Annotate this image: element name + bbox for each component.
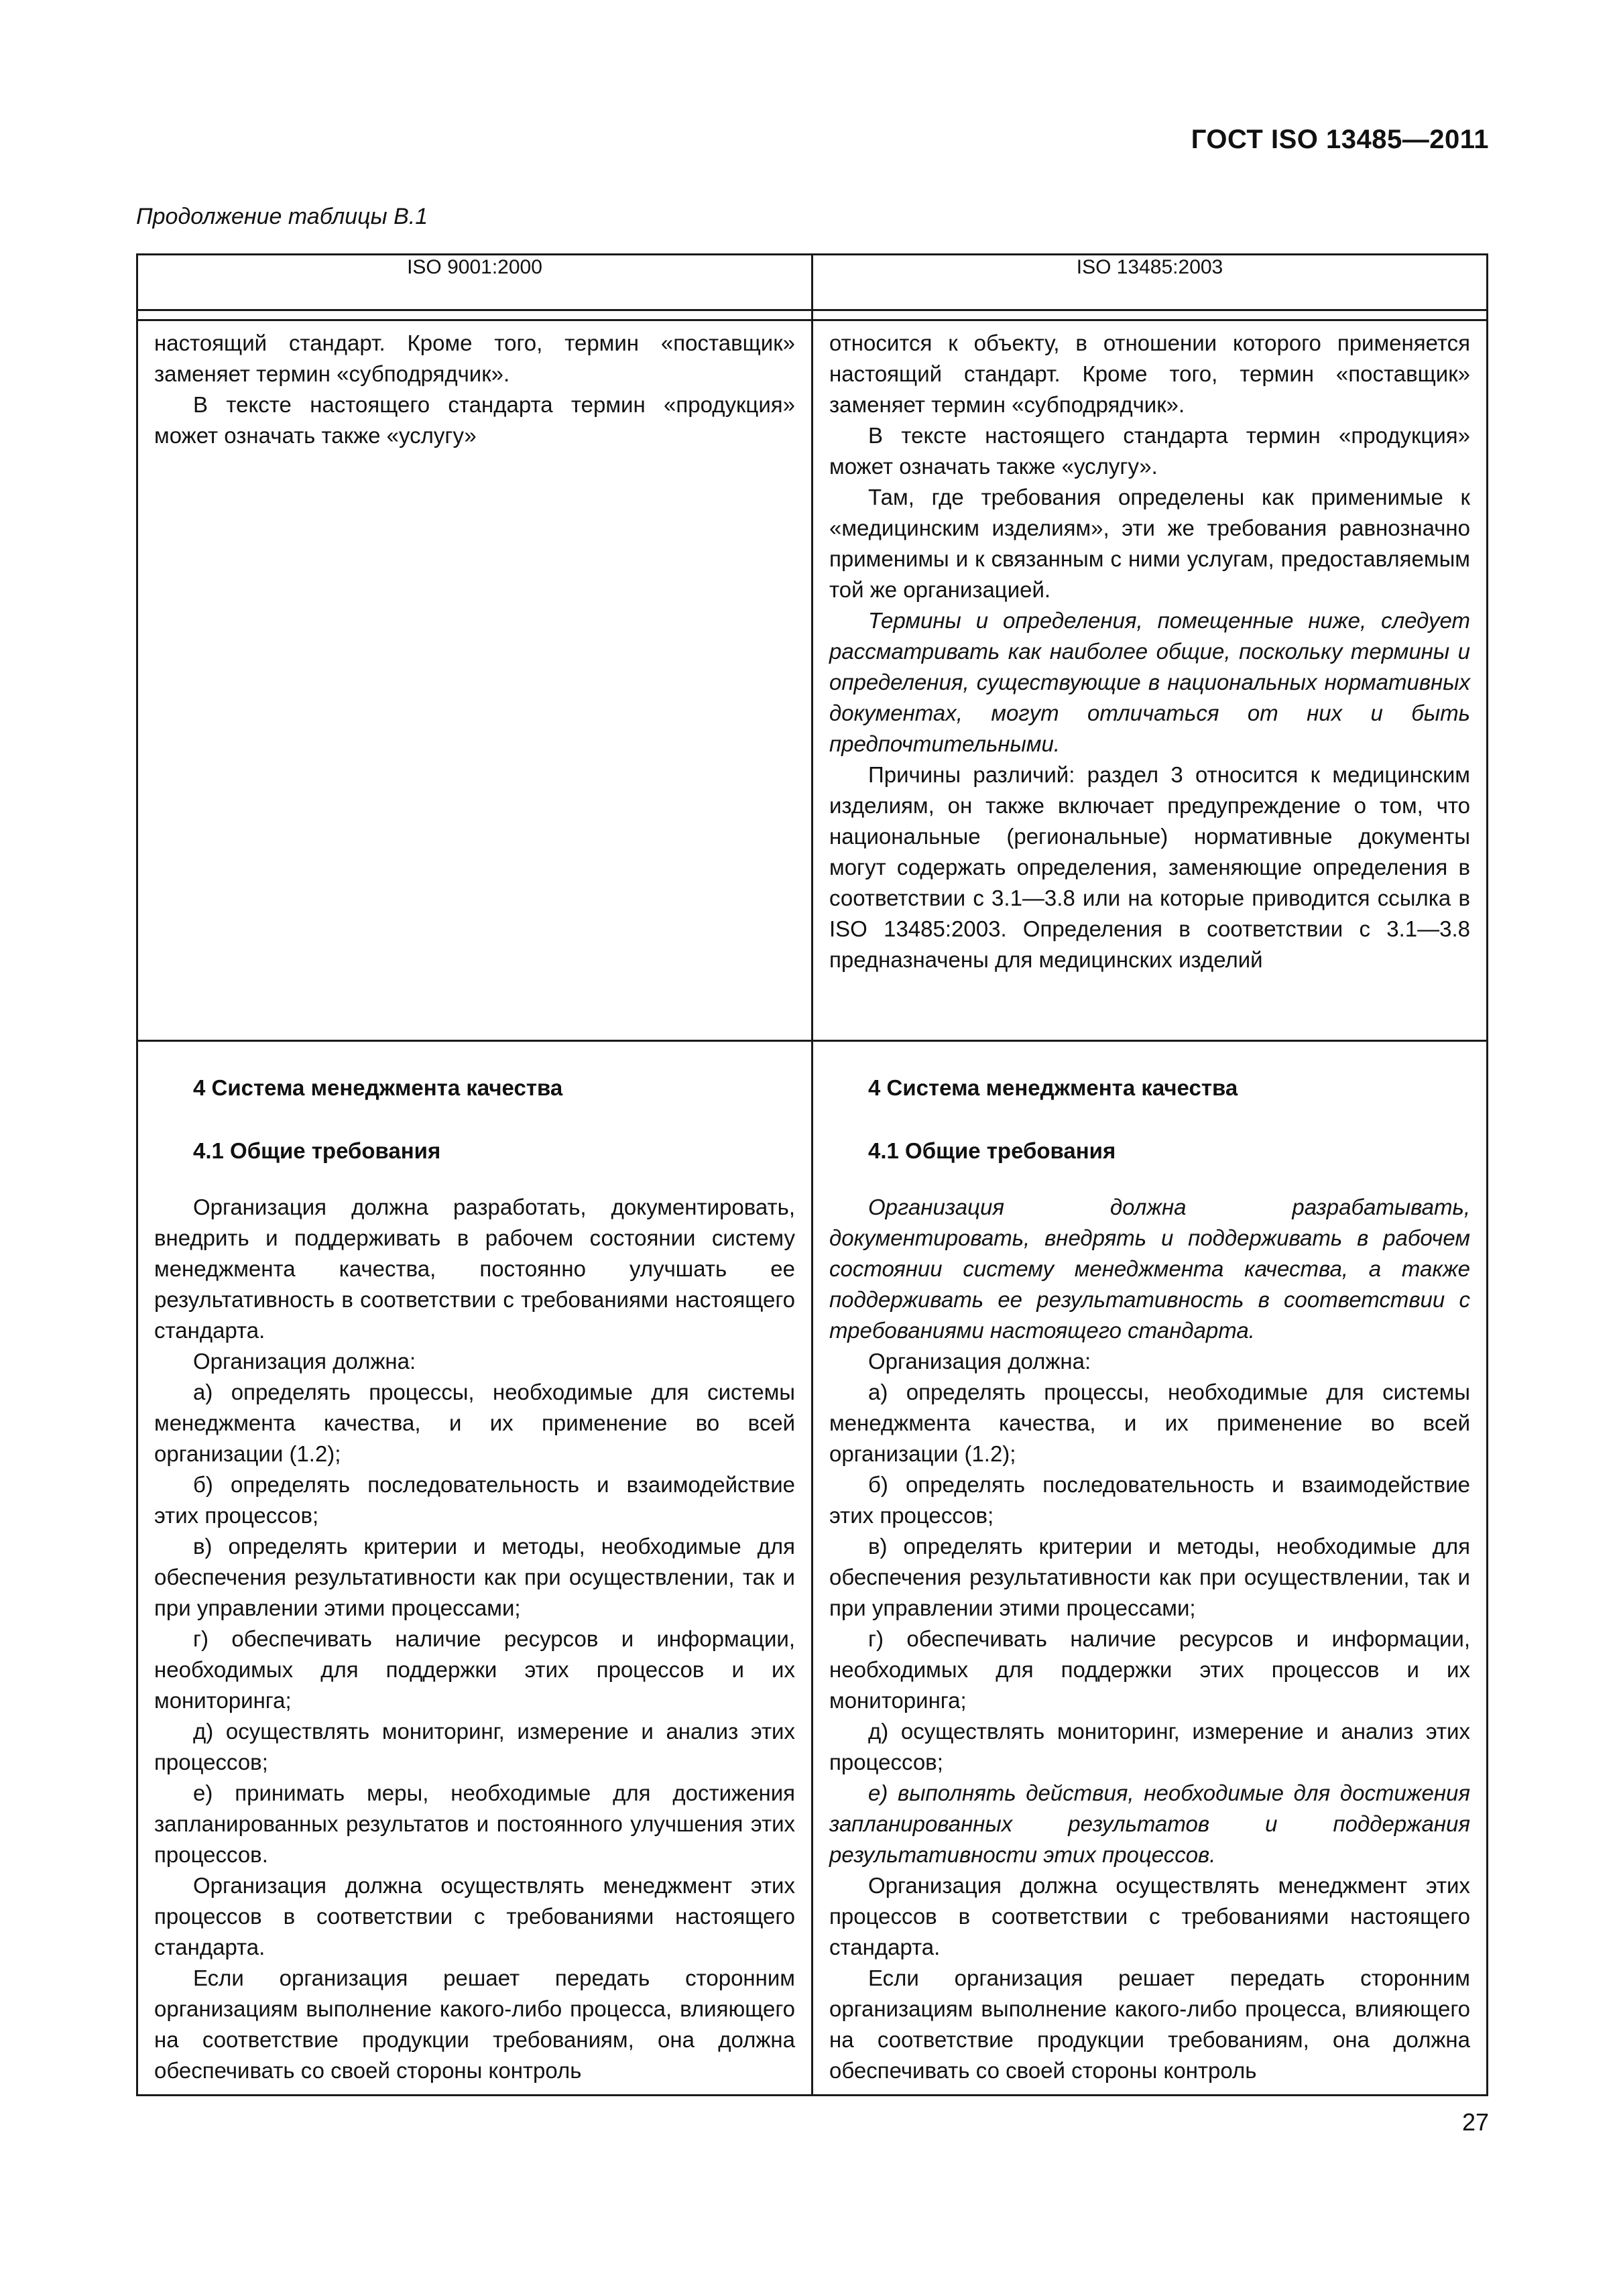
section-heading: 4 Система менеджмента качества (868, 1075, 1238, 1100)
paragraph: г) обеспечивать наличие ресурсов и информации, необходимых для поддержки этих процессов и их мониторинга; (154, 1626, 795, 1713)
subsection-heading: 4.1 Общие требования (193, 1138, 441, 1163)
paragraph: настоящий стандарт. Кроме того, термин «поставщик» заменяет термин «субподрядчик». (154, 330, 795, 386)
paragraph: г) обеспечивать наличие ресурсов и информации, необходимых для поддержки этих процессов и их мониторинга; (829, 1626, 1470, 1713)
paragraph: Организация должна: (868, 1349, 1091, 1374)
header-spacer-row (137, 310, 1488, 320)
paragraph: д) осуществлять мониторинг, измерение и анализ этих процессов; (829, 1719, 1470, 1774)
paragraph: Организация должна разработать, документировать, внедрить и поддерживать в рабочем состоянии систему менеджмента качества, постоянно улучшать ее результативность в соответствии с требованиями настоящего стандарта. (154, 1195, 795, 1343)
table-caption: Продолжение таблицы В.1 (136, 204, 428, 229)
paragraph: д) осуществлять мониторинг, измерение и анализ этих процессов; (154, 1719, 795, 1774)
paragraph: Организация должна осуществлять менеджмент этих процессов в соответствии с требованиями настоящего стандарта. (154, 1873, 795, 1959)
paragraph: б) определять последовательность и взаимодействие этих процессов; (829, 1472, 1470, 1528)
paragraph: б) определять последовательность и взаимодействие этих процессов; (154, 1472, 795, 1528)
comparison-table (136, 253, 1488, 2096)
table-row (137, 1041, 1488, 2096)
paragraph: Если организация решает передать сторонним организациям выполнение какого-либо процесса, влияющего на соответствие продукции требованиям, она должна обеспечивать со своей стороны контроль (829, 1966, 1470, 2083)
page-number: 27 (1461, 2108, 1489, 2136)
paragraph: В тексте настоящего стандарта термин «продукция» может означать также «услугу». (829, 423, 1470, 479)
column-header-iso9001: ISO 9001:2000 (137, 255, 813, 310)
table-header-row (137, 255, 1488, 310)
column-header-iso13485: ISO 13485:2003 (813, 255, 1488, 310)
section-heading: 4 Система менеджмента качества (193, 1075, 563, 1100)
paragraph: в) определять критерии и методы, необходимые для обеспечения результативности как при осуществлении, так и при управлении этими процессами; (829, 1534, 1470, 1620)
paragraph: е) принимать меры, необходимые для достижения запланированных результатов и постоянного улучшения этих процессов. (154, 1780, 795, 1867)
paragraph: в) определять критерии и методы, необходимые для обеспечения результативности как при осуществлении, так и при управлении этими процессами; (154, 1534, 795, 1620)
cell-iso9001-terms (137, 320, 813, 1041)
paragraph: Организация должна: (193, 1349, 416, 1374)
paragraph: Если организация решает передать сторонним организациям выполнение какого-либо процесса, влияющего на соответствие продукции требованиям, она должна обеспечивать со своей стороны контроль (154, 1966, 795, 2083)
cell-iso9001-section4 (137, 1041, 813, 2096)
document-code: ГОСТ ISO 13485—2011 (1191, 125, 1489, 154)
paragraph: Организация должна осуществлять менеджмент этих процессов в соответствии с требованиями настоящего стандарта. (829, 1873, 1470, 1959)
paragraph: относится к объекту, в отношении которого применяется настоящий стандарт. Кроме того, термин «поставщик» заменяет термин «субподрядчик». (829, 330, 1470, 417)
cell-iso13485-terms (813, 320, 1488, 1041)
paragraph: Термины и определения, помещенные ниже, следует рассматривать как наиболее общие, поскольку термины и определения, существующие в национальных нормативных документах, могут отличаться от них и быть предпочтительными. (829, 608, 1470, 756)
paragraph: Там, где требования определены как применимые к «медицинским изделиям», эти же требования равнозначно применимы и к связанным с ними услугам, предоставляемым той же организацией. (829, 485, 1470, 602)
paragraph: Организация должна разрабатывать, документировать, внедрять и поддерживать в рабочем состоянии систему менеджмента качества, а также поддерживать ее результативность в соответствии с требованиями настоящего стандарта. (829, 1195, 1470, 1343)
paragraph: а) определять процессы, необходимые для системы менеджмента качества, и их применение во всей организации (1.2); (829, 1380, 1470, 1466)
paragraph: а) определять процессы, необходимые для системы менеджмента качества, и их применение во всей организации (1.2); (154, 1380, 795, 1466)
paragraph: В тексте настоящего стандарта термин «продукция» может означать также «услугу» (154, 392, 795, 448)
table-row (137, 320, 1488, 1041)
paragraph: Причины различий: раздел 3 относится к медицинским изделиям, он также включает предупреждение о том, что национальные (региональные) нормативные документы могут содержать определения, заменяющие определения в соответствии с 3.1—3.8 или на которые приводится ссылка в ISO 13485:2003. Определения в соответствии с 3.1—3.8 предназначены для медицинских изделий (829, 762, 1470, 972)
paragraph: е) выполнять действия, необходимые для достижения запланированных результатов и поддержания результативности этих процессов. (829, 1780, 1470, 1867)
subsection-heading: 4.1 Общие требования (868, 1138, 1116, 1163)
cell-iso13485-section4 (813, 1041, 1488, 2096)
